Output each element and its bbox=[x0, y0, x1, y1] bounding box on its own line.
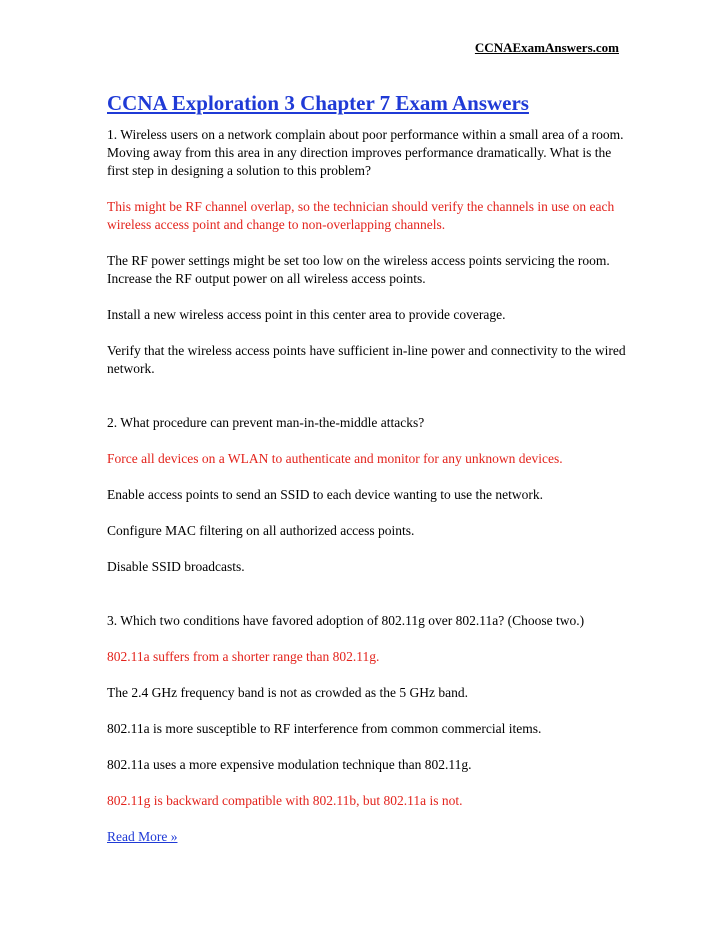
document-body bbox=[107, 84, 627, 864]
site-link[interactable]: CCNAExamAnswers.com bbox=[474, 40, 619, 55]
question-1-answer: Verify that the wireless access points have sufficient in-line power and connectivity to the wired network. bbox=[107, 343, 626, 376]
read-more-link[interactable]: Read More » bbox=[107, 829, 178, 844]
question-3-answer-correct: 802.11a suffers from a shorter range than 802.11g. bbox=[107, 649, 380, 664]
question-2-answer: Disable SSID broadcasts. bbox=[107, 559, 245, 574]
question-1-answer: The RF power settings might be set too low on the wireless access points servicing the room. Increase the RF output power on all wireless access points. bbox=[107, 253, 610, 286]
spacer bbox=[107, 396, 627, 414]
question-3-answer: 802.11a is more susceptible to RF interference from common commercial items. bbox=[107, 721, 542, 736]
spacer bbox=[107, 594, 627, 612]
question-2-answer: Configure MAC filtering on all authorized access points. bbox=[107, 523, 415, 538]
page-title[interactable]: CCNA Exploration 3 Chapter 7 Exam Answers bbox=[107, 91, 529, 115]
question-3-text: 3. Which two conditions have favored adoption of 802.11g over 802.11a? (Choose two.) bbox=[107, 613, 585, 628]
question-2-answer: Enable access points to send an SSID to each device wanting to use the network. bbox=[107, 487, 544, 502]
question-2-answer-correct: Force all devices on a WLAN to authenticate and monitor for any unknown devices. bbox=[107, 451, 563, 466]
question-1-text: 1. Wireless users on a network complain about poor performance within a small area of a room. Moving away from this area in any direction improves performance dramatically. What is the first step in designing a solution to this problem? bbox=[107, 127, 624, 178]
question-3-answer: The 2.4 GHz frequency band is not as crowded as the 5 GHz band. bbox=[107, 685, 469, 700]
question-3-answer-correct: 802.11g is backward compatible with 802.11b, but 802.11a is not. bbox=[107, 793, 463, 808]
question-1-answer: Install a new wireless access point in this center area to provide coverage. bbox=[107, 307, 506, 322]
question-3-answer: 802.11a uses a more expensive modulation technique than 802.11g. bbox=[107, 757, 472, 772]
question-2-text: 2. What procedure can prevent man-in-the-middle attacks? bbox=[107, 415, 425, 430]
question-1-answer-correct: This might be RF channel overlap, so the technician should verify the channels in use on each wireless access point and change to non-overlapping channels. bbox=[107, 199, 615, 232]
read-more-paragraph bbox=[107, 828, 627, 846]
